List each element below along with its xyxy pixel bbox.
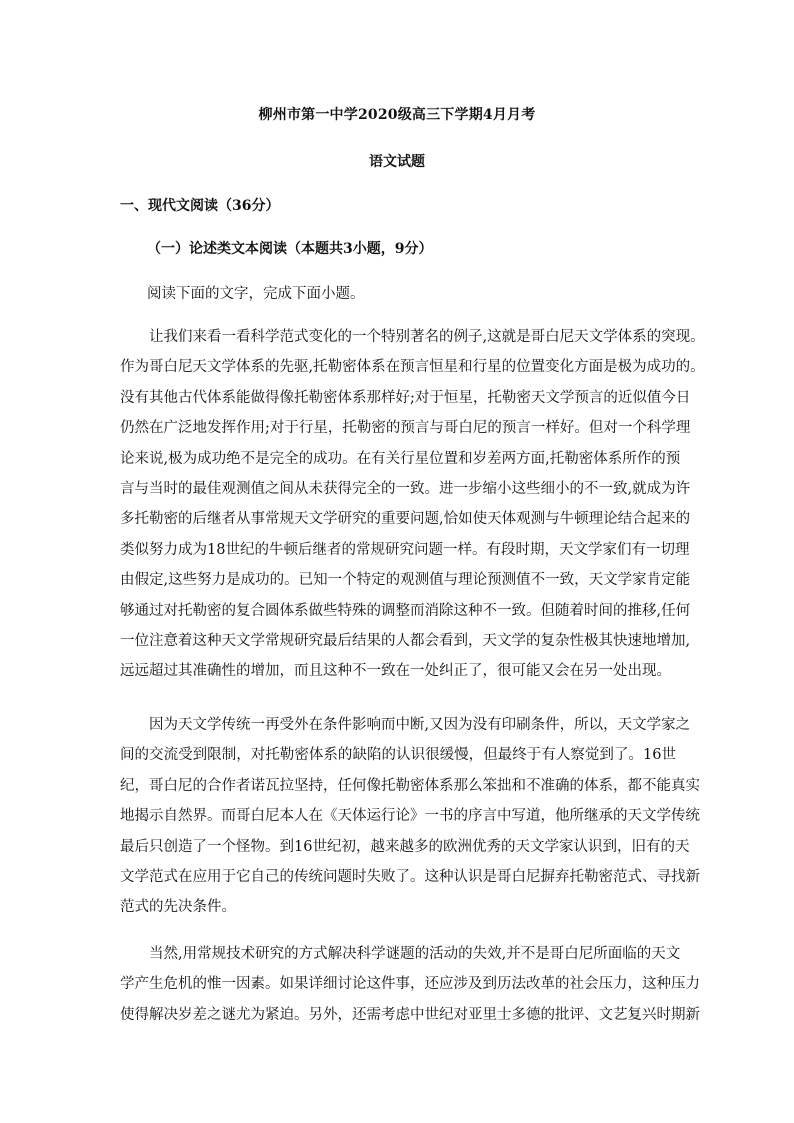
exam-title: 柳州市第一中学2020级高三下学期4月月考 [258,107,536,123]
paragraph-line: 够通过对托勒密的复合圆体系做些特殊的调整而消除这种不一致。但随着时间的推移,任何 [120,602,691,619]
paragraph-line: 因为天文学传统一再受外在条件影响而中断,又因为没有印刷条件，所以，天文学家之 [149,717,691,733]
paragraph-line: 仍然在广泛地发挥作用;对于行星，托勒密的预言与哥白尼的预言一样好。但对一个科学理 [120,420,691,437]
paragraph-line: 使得解决岁差之谜尤为紧迫。另外，还需考虑中世纪对亚里士多德的批评、文艺复兴时期新 [120,1006,700,1023]
paragraph-line: 文学范式在应用于它自己的传统问题时失败了。这种认识是哥白尼摒弃托勒密范式、寻找新 [120,868,700,885]
paragraph-line: 间的交流受到限制，对托勒密体系的缺陷的认识很缓慢，但最终于有人察觉到了。16世 [120,747,676,764]
paragraph-line: 远远超过其准确性的增加，而且这种不一致在一处纠正了，很可能又会在另一处出现。 [120,663,671,680]
paragraph-line: 由假定,这些努力是成功的。已知一个特定的观测值与理论预测值不一致，天文学家肯定能 [120,572,691,589]
paragraph-line: 最后只创造了一个怪物。到16世纪初，越来越多的欧洲优秀的天文学家认识到，旧有的天 [120,838,690,855]
paragraph-line: 地揭示自然界。而哥白尼本人在《天体运行论》一书的序言中写道，他所继承的天文学传统 [120,808,700,825]
exam-subtitle: 语文试题 [369,154,425,170]
paragraph-line: 纪，哥白尼的合作者诺瓦拉坚持，任何像托勒密体系那么笨拙和不准确的体系，都不能真实 [120,777,700,794]
paragraph-2 [120,710,700,923]
paragraph-line: 学产生危机的惟一因素。如果详细讨论这件事，还应涉及到历法改革的社会压力，这种压力 [120,976,700,993]
subsection-heading: （一）论述类文本阅读（本题共3小题，9分） [147,241,433,257]
paragraph-1 [120,322,705,687]
section-heading: 一、现代文阅读（36分） [120,198,280,214]
paragraph-line: 论来说,极为成功绝不是完全的成功。在有关行星位置和岁差两方面,托勒密体系所作的预 [120,450,681,467]
reading-instruction: 阅读下面的文字，完成下面小题。 [147,286,365,302]
paragraph-line: 作为哥白尼天文学体系的先驱,托勒密体系在预言恒星和行星的位置变化方面是极为成功的。 [120,359,705,376]
paragraph-line: 言与当时的最佳观测值之间从未获得完全的一致。进一步缩小这些细小的不一致,就成为许 [120,480,691,497]
paragraph-line: 多托勒密的后继者从事常规天文学研究的重要问题,恰如使天体观测与牛顿理论结合起来的 [120,511,691,528]
paragraph-line: 类似努力成为18世纪的牛顿后继者的常规研究问题一样。有段时期，天文学家们有一切理 [120,541,690,558]
paragraph-line: 一位注意着这种天文学常规研究最后结果的人都会看到，天文学的复杂性极其快速地增加, [120,632,691,649]
paragraph-line: 没有其他古代体系能做得像托勒密体系那样好;对于恒星，托勒密天文学预言的近似值今日 [120,389,691,406]
paragraph-line: 范式的先决条件。 [120,899,236,916]
paragraph-line: 当然,用常规技术研究的方式解决科学谜题的活动的失效,并不是哥白尼所面临的天文 [149,946,681,962]
paragraph-line: 让我们来看一看科学范式变化的一个特别著名的例子,这就是哥白尼天文学体系的突现。 [149,329,705,345]
paragraph-3 [120,939,700,1030]
